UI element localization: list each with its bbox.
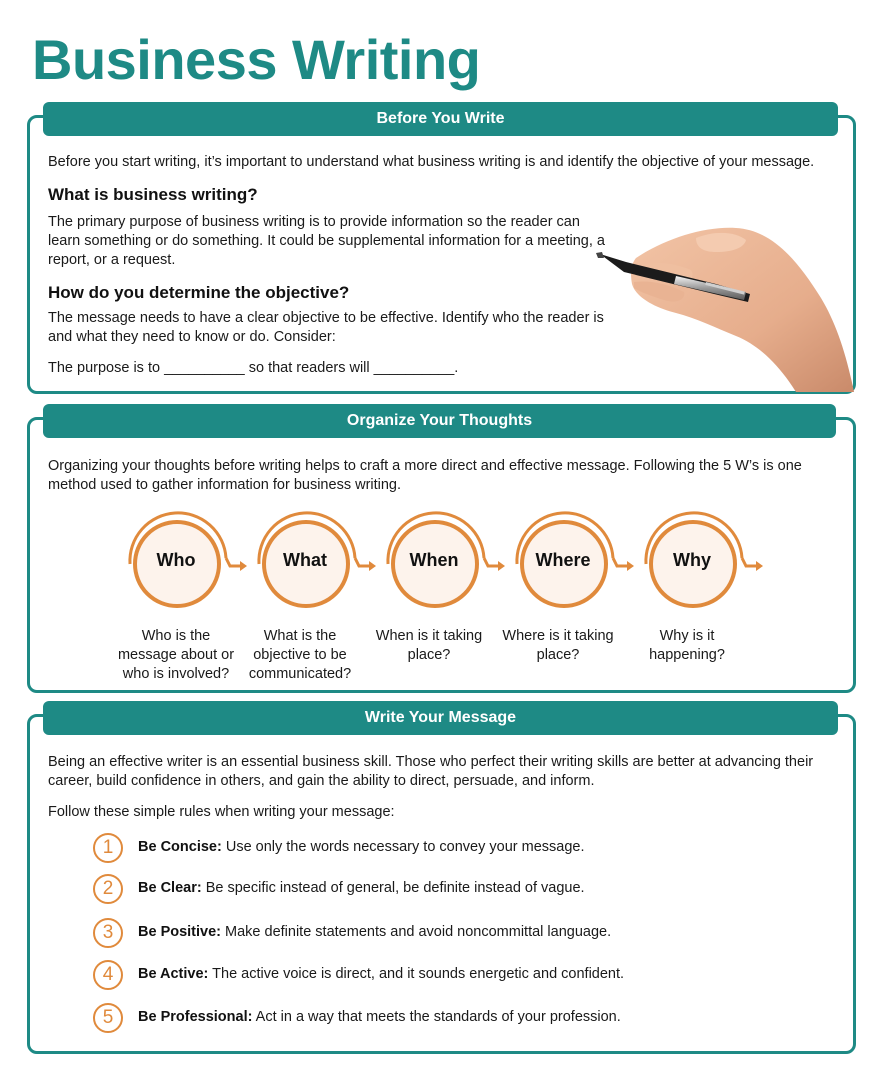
rule-item: [138, 924, 611, 940]
rule-number-badge: 2: [93, 874, 123, 904]
rule-item: [138, 839, 584, 855]
page-title: Business Writing: [32, 28, 481, 91]
rule-text: Act in a way that meets the standards of your profession.: [252, 1009, 621, 1025]
step-word: Who: [156, 550, 196, 570]
section1-intro: Before you start writing, it’s important to understand what business writing is and identify the objective of your message.: [48, 154, 815, 170]
rule-title: Be Professional:: [138, 1009, 253, 1025]
write-message-banner: Write Your Message: [43, 701, 838, 735]
step-who: [120, 508, 230, 618]
heading-determine-objective: How do you determine the objective?: [48, 283, 350, 302]
before-you-write-banner: Before You Write: [43, 102, 838, 136]
step-caption: Why is it happening?: [649, 628, 725, 663]
rule-item: [138, 880, 585, 896]
step-word: Why: [673, 550, 711, 570]
step-why: [636, 508, 746, 618]
section3-intro: Being an effective writer is an essential business skill. Those who perfect their writing skills are better at advancing their career, build confidence in others, and gain the ability to direct, persuade, and inform.: [48, 754, 814, 789]
step-caption: Who is the message about or who is involved?: [117, 628, 235, 682]
step-word: Where: [535, 550, 591, 570]
step-what: [249, 508, 359, 618]
hand-with-pen-illustration: [596, 218, 854, 392]
rule-title: Be Positive:: [138, 924, 221, 940]
rule-item: [138, 966, 624, 982]
step-when: [378, 508, 488, 618]
rule-number-badge: 3: [93, 918, 123, 948]
step-word: What: [283, 550, 327, 570]
follow-rules-text: Follow these simple rules when writing your message:: [48, 804, 395, 820]
rule-title: Be Active:: [138, 966, 209, 982]
rule-text: Make definite statements and avoid noncommittal language.: [221, 924, 612, 940]
step-caption: What is the objective to be communicated?: [248, 628, 352, 682]
rule-title: Be Clear:: [138, 880, 202, 896]
rule-text: Use only the words necessary to convey your message.: [221, 839, 585, 855]
step-where: [507, 508, 617, 618]
step-caption: Where is it taking place?: [502, 628, 614, 663]
section2-intro: Organizing your thoughts before writing helps to craft a more direct and effective message. Following the 5 W’s is one method used to gather information for business writing.: [48, 458, 802, 493]
rule-number-badge: 4: [93, 960, 123, 990]
heading-what-is-business-writing: What is business writing?: [48, 185, 258, 204]
rule-text: The active voice is direct, and it sounds energetic and confident.: [208, 966, 625, 982]
section1-para1: The primary purpose of business writing is to provide information so the reader can learn something or do something. It could be supplemental information for a meeting, a report, or a request.: [48, 214, 605, 268]
step-word: When: [409, 550, 459, 570]
rule-text: Be specific instead of general, be definite instead of vague.: [201, 880, 585, 896]
rule-title: Be Concise:: [138, 839, 222, 855]
step-caption: When is it taking place?: [375, 628, 483, 663]
rule-number-badge: 5: [93, 1003, 123, 1033]
rule-item: [138, 1009, 621, 1025]
section1-para2: The message needs to have a clear objective to be effective. Identify who the reader is and what they need to know or do. Consider:: [48, 310, 604, 345]
organize-thoughts-banner: Organize Your Thoughts: [43, 404, 836, 438]
purpose-template-line: The purpose is to __________ so that readers will __________.: [48, 360, 459, 376]
rule-number-badge: 1: [93, 833, 123, 863]
